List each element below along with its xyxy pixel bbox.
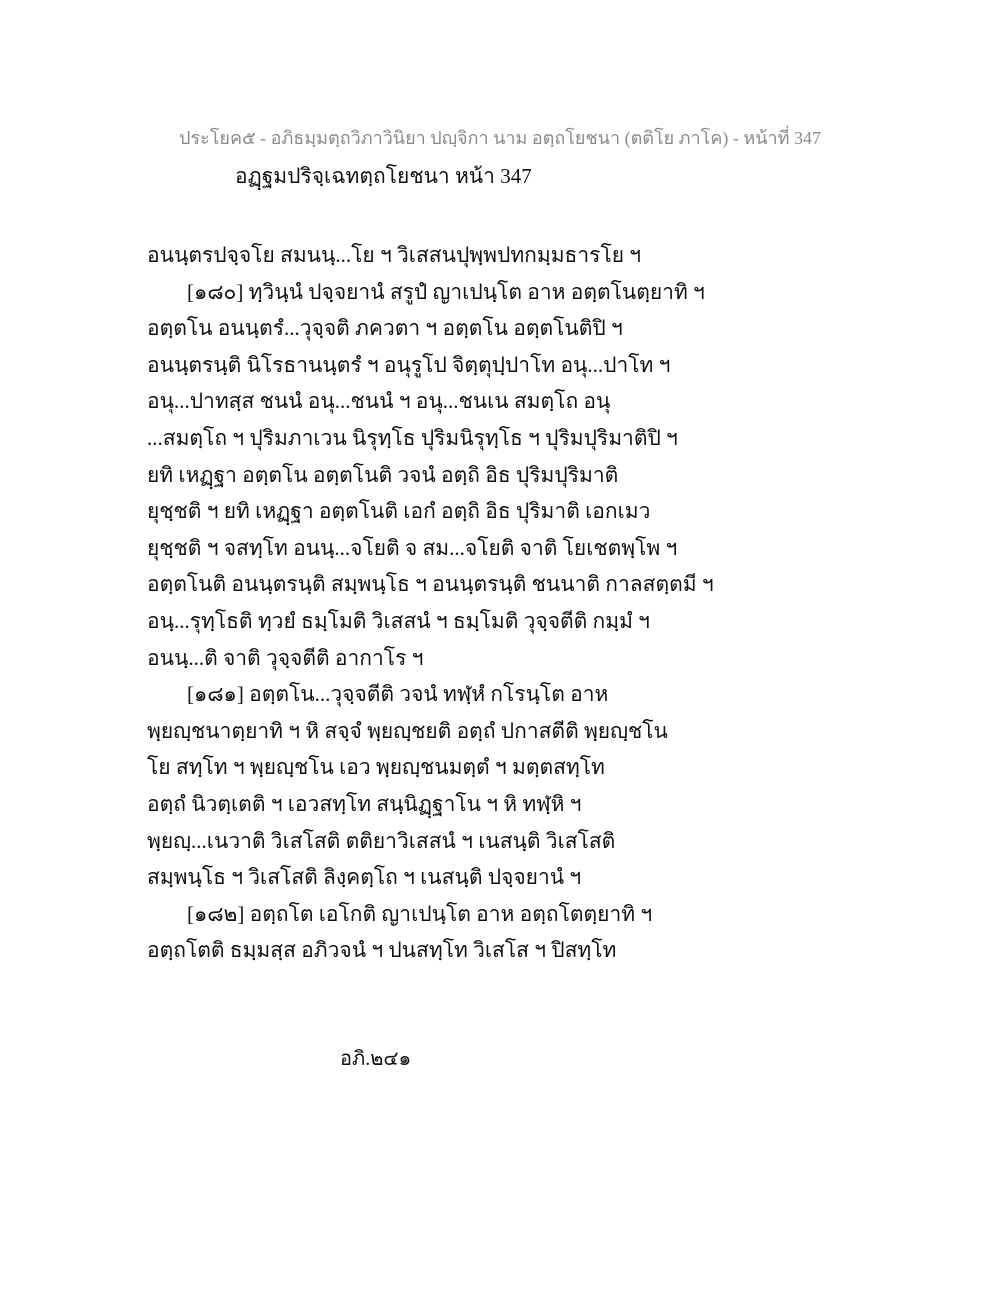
text-line: อตฺถโตติ ธมฺมสฺส อภิวจนํ ฯ ปนสทฺโท วิเสโส ฯ ปิสทฺโท (147, 938, 617, 963)
text-line: ...สมตฺโถ ฯ ปุริมภาเวน นิรุทฺโธ ปุริมนิรุทฺโธ ฯ ปุริมปุริมาติปิ ฯ (147, 425, 678, 450)
text-line: ยทิ เหฏฺฐา อตฺตโน อตฺตโนติ วจนํ อตฺถิ อิธ ปุริมปุริมาติ (147, 462, 619, 487)
text-line: [๑๘๒] อตฺถโต เอโกติ ญาเปนฺโต อาห อตฺถโตตฺยาทิ ฯ (187, 901, 653, 926)
text-line: [๑๘๑] อตฺตโน...วุจฺจตีติ วจนํ ทฬฺหํ กโรนฺโต อาห (187, 682, 609, 707)
text-line: อนุ...ปาทสฺส ชนนํ อนุ...ชนนํ ฯ อนุ...ชนเน สมตฺโถ อนุ (147, 389, 611, 414)
text-line: ยุชฺชติ ฯ จสทฺโท อนนฺ...จโยติ จ สม...จโยติ จาติ โยเชตพฺโพ ฯ (147, 535, 678, 560)
body-text (147, 237, 847, 969)
text-line: พฺยญฺ...เนวาติ วิเสโสติ ตติยาวิเสสนํ ฯ เนสนฺติ วิเสโสติ (147, 828, 616, 853)
text-line: สมฺพนฺโธ ฯ วิเสโสติ ลิงฺคตฺโถ ฯ เนสนฺติ ปจฺจยานํ ฯ (147, 865, 582, 890)
text-line: อตฺตโนติ อนนฺตรนฺติ สมฺพนฺโธ ฯ อนนฺตรนฺติ ชนนาติ กาลสตฺตมี ฯ (147, 572, 714, 597)
text-line: [๑๘๐] ทฺวินฺนํ ปจฺจยานํ สรูปํ ญาเปนฺโต อาห อตฺตโนตฺยาทิ ฯ (187, 279, 705, 304)
text-line: อนนฺตรปจฺจโย สมนนฺ...โย ฯ วิเสสนปุพฺพปทกมฺมธารโย ฯ (147, 243, 642, 267)
page-heading: อฏฺฐมปริจฺเฉทตฺถโยชนา หน้า 347 (235, 164, 532, 188)
text-line: ยุชฺชติ ฯ ยทิ เหฏฺฐา อตฺตโนติ เอกํ อตฺถิ อิธ ปุริมาติ เอกเมว (147, 499, 651, 524)
text-line: อตฺถํ นิวตฺเตติ ฯ เอวสทฺโท สนฺนิฏฺฐาโน ฯ หิ ทฬฺหิ ฯ (147, 791, 582, 816)
text-line: โย สทฺโท ฯ พฺยญฺชโน เอว พฺยญฺชนมตฺตํ ฯ มตฺตสทฺโท (147, 755, 605, 780)
text-line: พฺยญฺชนาตฺยาทิ ฯ หิ สจฺจํ พฺยญฺชยติ อตฺถํ ปกาสตีติ พฺยญฺชโน (147, 718, 668, 743)
text-line: อตฺตโน อนนฺตรํ...วุจฺจติ ภควตา ฯ อตฺตโน อตฺตโนติปิ ฯ (147, 316, 623, 341)
text-line: อนนฺตรนฺติ นิโรธานนฺตรํ ฯ อนุรูโป จิตฺตุปฺปาโท อนุ...ปาโท ฯ (147, 352, 671, 377)
text-line: อนฺ...รุทฺโธติ ทฺวยํ ธมฺโมติ วิเสสนํ ฯ ธมฺโมติ วุจฺจตีติ กมฺมํ ฯ (147, 608, 650, 633)
text-line: อนนฺ...ติ จาติ วุจฺจตีติ อากาโร ฯ (147, 645, 424, 670)
running-header: ประโยค๕ - อภิธมฺมตฺถวิภาวินิยา ปญฺจิกา นาม อตฺถโยชนา (ตติโย ภาโค) - หน้าที่ 347 (179, 128, 821, 148)
footer-page-mark: อภิ.๒๔๑ (340, 1048, 412, 1070)
